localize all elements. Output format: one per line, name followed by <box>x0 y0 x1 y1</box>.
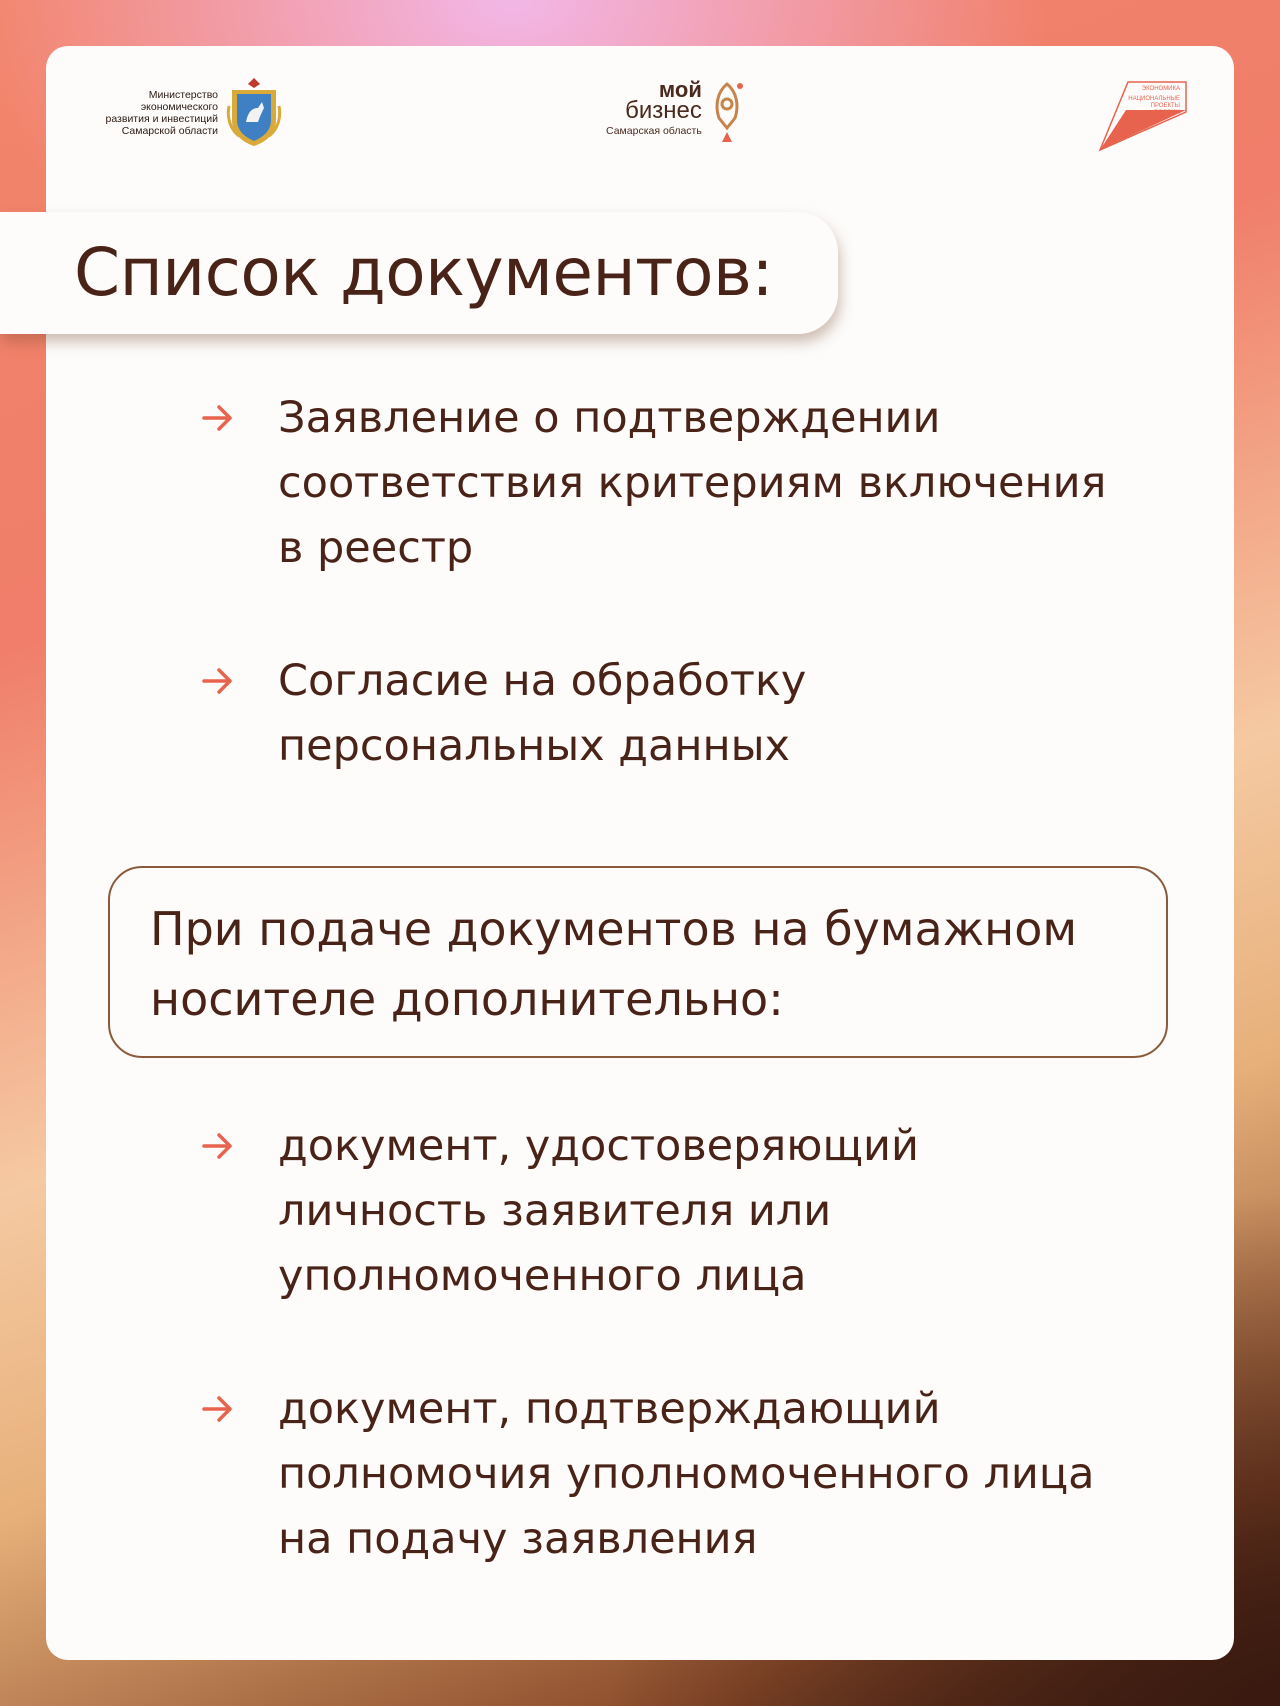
np-top: ЭКОНОМИКА <box>1141 86 1180 92</box>
np-line3: РОССИИ <box>1154 110 1180 116</box>
page-title: Список документов: <box>74 234 774 311</box>
moy-biznes-line2: бизнес <box>625 97 702 124</box>
coat-of-arms-icon <box>226 76 282 150</box>
np-line1: НАЦИОНАЛЬНЫЕ <box>1128 96 1180 102</box>
paper-submission-note <box>108 866 1168 1058</box>
moy-biznes-region: Самарская область <box>606 125 702 137</box>
additional-item-text: документ, подтверждающий полномочия уполномоченного лица на подачу заявления <box>278 1384 1095 1564</box>
arrow-right-icon <box>200 400 236 436</box>
document-item-text: Заявление о подтверждении соответствия критериям включения в реестр <box>278 393 1107 573</box>
np-line2: ПРОЕКТЫ <box>1150 103 1180 109</box>
document-item-text: Согласие на обработку персональных данных <box>278 656 807 771</box>
additional-item-text: документ, удостоверяющий личность заявителя или уполномоченного лица <box>278 1121 919 1301</box>
national-projects-logo <box>1096 80 1188 152</box>
ministry-logo <box>98 76 282 150</box>
arrow-right-icon <box>200 663 236 699</box>
arrow-right-icon <box>200 1391 236 1427</box>
ministry-name: Министерство экономического развития и инвестиций Самарской области <box>105 89 218 137</box>
logo-bar <box>46 46 1234 196</box>
moy-biznes-line1: мой <box>658 77 702 102</box>
title-banner <box>0 212 838 334</box>
rocket-pin-icon <box>710 80 744 148</box>
moy-biznes-logo <box>606 77 744 148</box>
arrow-right-icon <box>200 1128 236 1164</box>
note-text: При подаче документов на бумажном носителе дополнительно: <box>150 902 1078 1026</box>
